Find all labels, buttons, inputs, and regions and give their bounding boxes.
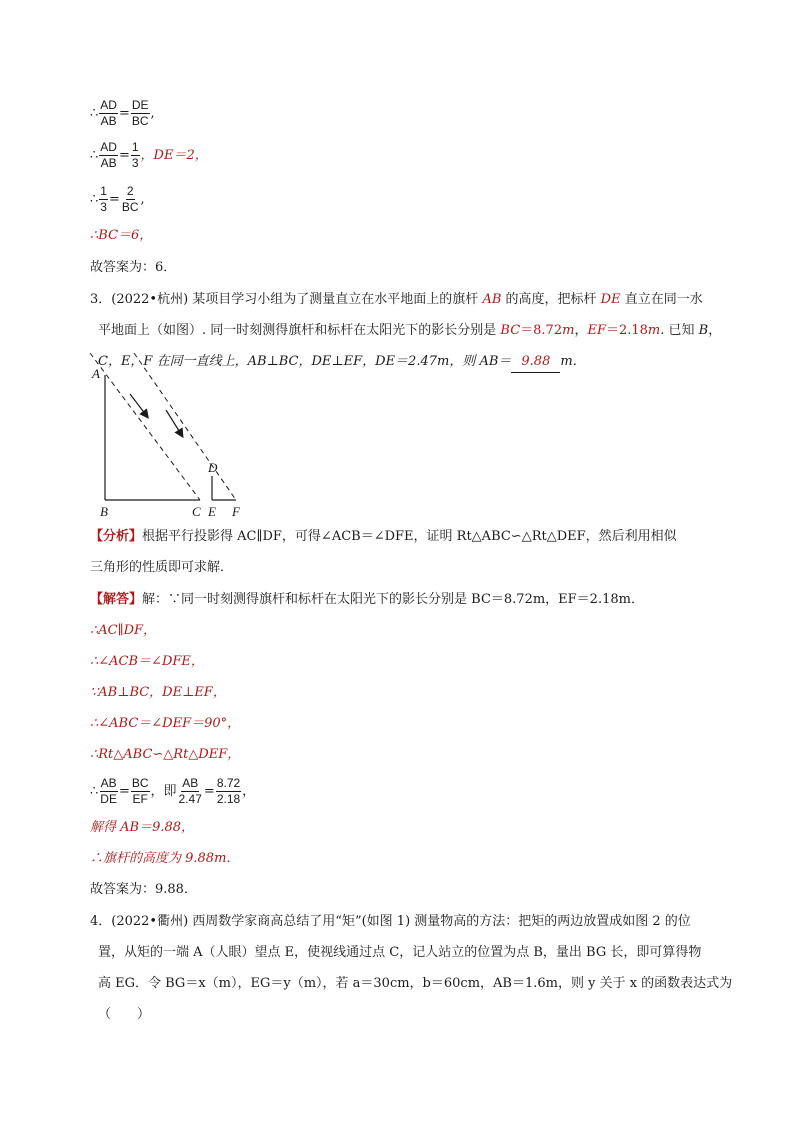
solution-intro: 【解答】解：∵同一时刻测得旗杆和标杆在太阳光下的影长分别是 BC＝8.72m，EF＝2.18m． bbox=[90, 592, 644, 607]
ray-arrow-2 bbox=[166, 410, 181, 434]
q3-line-3: C，E，F 在同一直线上，AB⊥BC，DE⊥EF，DE＝2.47m，则 AB＝ 9.88 m． bbox=[98, 352, 586, 373]
solution-answer: 故答案为：9.88． bbox=[90, 882, 197, 897]
q4-line-1: 4．(2022•衢州) 西周数学家商高总结了用“矩”(如图 1) 测量物高的方法：把矩的两边放置成如图 2 的位 bbox=[90, 914, 691, 929]
analysis-line-1: 【分析】根据平行投影得 AC∥DF，可得∠ACB＝∠DFE，证明 Rt△ABC∽△Rt△DEF，然后利用相似 bbox=[90, 529, 677, 544]
label-b: B bbox=[100, 504, 108, 519]
q3-line-2: 平地面上（如图）. 同一时刻测得旗杆和标杆在太阳光下的影长分别是 BC＝8.72m，EF＝2.18m. 已知 B， bbox=[98, 323, 722, 338]
label-c: C bbox=[192, 504, 201, 519]
prev-result: ∴BC＝6， bbox=[90, 228, 153, 243]
label-a: A bbox=[92, 366, 100, 381]
q4-line-2: 置，从矩的一端 A（人眼）望点 E，使视线通过点 C，记人站立的位置为点 B，量出 BG 长，即可算得物 bbox=[98, 945, 702, 960]
prev-fraction-line-1: ∴ $\frac{AD}{AB}$ = $\frac{DE}{BC}$ , bbox=[90, 98, 155, 128]
answer-blank: 9.88 bbox=[511, 352, 560, 373]
solution-step-6: ∴ $\frac{AB}{DE}$ = $\frac{BC}{EF}$ ，即 $\frac{AB}{2.47}$ = $\frac{8.72}{2.18}$ ， bbox=[90, 776, 256, 806]
solution-step-3: ∵AB⊥BC，DE⊥EF， bbox=[90, 685, 226, 700]
sunlight-ray-1 bbox=[90, 353, 200, 500]
solution-step-5: ∴Rt△ABC∽△Rt△DEF， bbox=[90, 747, 241, 762]
label-f: F bbox=[232, 504, 240, 519]
label-d: D bbox=[208, 460, 218, 475]
shadow-figure bbox=[88, 350, 258, 520]
ray-arrow-1 bbox=[130, 394, 146, 415]
sunlight-ray-2 bbox=[134, 353, 236, 500]
label-e: E bbox=[208, 504, 216, 519]
analysis-line-2: 三角形的性质即可求解． bbox=[90, 560, 234, 575]
solution-step-2: ∴∠ACB＝∠DFE， bbox=[90, 654, 204, 669]
q4-choice-bracket: （ ） bbox=[98, 1007, 151, 1022]
prev-answer: 故答案为：6． bbox=[90, 260, 177, 275]
solution-step-1: ∴AC∥DF， bbox=[90, 623, 157, 638]
solution-step-7: 解得 AB＝9.88， bbox=[90, 820, 195, 835]
solution-step-4: ∴∠ABC＝∠DEF＝90°， bbox=[90, 716, 241, 731]
q4-line-3: 高 EG．令 BG＝x（m），EG＝y（m），若 a＝30cm，b＝60cm，AB＝1.6m，则 y 关于 x 的函数表达式为 bbox=[98, 976, 733, 991]
prev-fraction-line-3: ∴ $\frac{1}{3}$ = $\frac{2}{BC}$ , bbox=[90, 184, 145, 214]
q3-line-1: 3．(2022•杭州) 某项目学习小组为了测量直立在水平地面上的旗杆 AB 的高度，把标杆 DE 直立在同一水 bbox=[90, 292, 703, 307]
prev-fraction-line-2: ∴ $\frac{AD}{AB}$ = $\frac{1}{3}$ ，DE＝2， bbox=[90, 140, 208, 170]
solution-step-8: ∴旗杆的高度为 9.88m． bbox=[90, 851, 240, 866]
